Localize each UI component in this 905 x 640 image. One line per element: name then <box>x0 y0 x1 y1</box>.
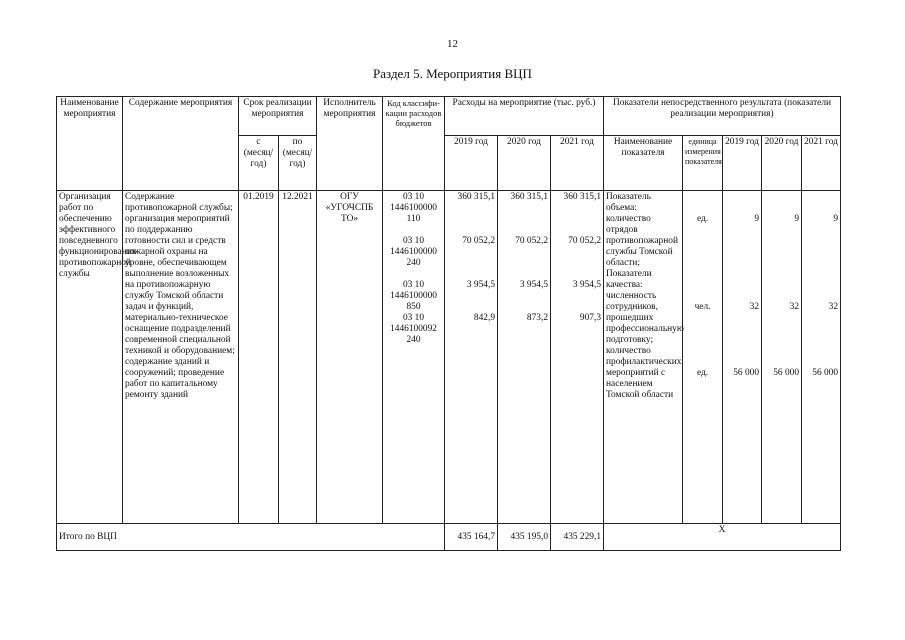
period-to: 12.2021 <box>279 191 317 524</box>
header-exp-2019: 2019 год <box>445 136 498 191</box>
budget-code: 03 10 1446100092 240 <box>390 313 437 345</box>
header-expenses: Расходы на мероприятие (тыс. руб.) <box>445 97 604 136</box>
indicator-value: 32 <box>828 302 839 312</box>
total-label: Итого по ВЦП <box>57 524 445 551</box>
table-header-row <box>57 97 841 136</box>
activities-table <box>56 96 841 551</box>
budget-code: 03 10 1446100000 110 <box>390 192 437 224</box>
header-ind-unit: единица измерения показателя <box>683 136 723 191</box>
expenses-2020 <box>498 191 551 524</box>
header-exp-2020: 2020 год <box>498 136 551 191</box>
expense-value: 360 315,1 <box>563 192 602 202</box>
indicator-unit: ед. <box>696 368 709 378</box>
header-period: Срок реализации мероприятия <box>239 97 317 136</box>
indicator-value: 9 <box>833 214 839 224</box>
indicator-value: 9 <box>794 214 800 224</box>
expense-value: 3 954,5 <box>572 280 602 290</box>
header-ind-2021: 2021 год <box>802 136 841 191</box>
activity-name: Организация работ по обеспечению эффективного повседневного функционирования противопожарной службы <box>57 191 123 524</box>
expense-value: 70 052,2 <box>462 236 495 246</box>
header-ind-2020: 2020 год <box>762 136 802 191</box>
expenses-2021 <box>551 191 604 524</box>
budget-code: 03 10 1446100000 850 <box>390 280 437 312</box>
indicator-value: 32 <box>749 302 760 312</box>
executor: ОГУ «УГОЧСПБ ТО» <box>317 191 383 524</box>
header-ind-2019: 2019 год <box>723 136 762 191</box>
expense-value: 873,2 <box>526 313 548 323</box>
expense-value: 70 052,2 <box>515 236 548 246</box>
header-exp-2021: 2021 год <box>551 136 604 191</box>
indicator-units <box>683 191 723 524</box>
header-code: Код классифи- кации расходов бюджетов <box>383 97 445 191</box>
section-title: Раздел 5. Мероприятия ВЦП <box>373 66 532 81</box>
period-from: 01.2019 <box>239 191 279 524</box>
expense-value: 70 052,2 <box>568 236 602 246</box>
indicator-value: 56 000 <box>773 368 800 378</box>
indicator-2021 <box>802 191 841 524</box>
total-2020: 435 195,0 <box>498 524 551 551</box>
header-content: Содержание мероприятия <box>123 97 239 191</box>
expense-value: 3 954,5 <box>519 280 548 290</box>
budget-code: 03 10 1446100000 240 <box>390 236 437 268</box>
header-period-from: с (месяц/ год) <box>239 136 279 191</box>
expense-value: 842,9 <box>473 313 495 323</box>
header-indicators: Показатели непосредственного результата (показатели реализации мероприятия) <box>604 97 841 136</box>
indicator-names: Показатель объема: количество отрядов противопожарной службы Томской области; Показатели качества: численность сотрудников, прошедших профессиональную подготовку; количество профилактических мероприятий с населением Томской области <box>604 191 683 524</box>
header-name: Наименование мероприятия <box>57 97 123 191</box>
budget-codes <box>383 191 445 524</box>
indicator-value: 32 <box>789 302 800 312</box>
expense-value: 907,3 <box>579 313 602 323</box>
header-period-to: по (месяц/ год) <box>279 136 317 191</box>
table-row <box>57 191 841 524</box>
activity-content: Содержание противопожарной службы; организация мероприятий по поддержанию готовности сил и средств пожарной охраны на уровне, обеспечивающем выполнение возложенных на противопожарную службу Томской области задач и функций, материально-техническое оснащение подразделений современной специальной техникой и оборудованием; содержание зданий и сооружений; проведение работ по капитальному ремонту зданий <box>123 191 239 524</box>
indicator-value: 9 <box>754 214 760 224</box>
total-2019: 435 164,7 <box>445 524 498 551</box>
expenses-2019 <box>445 191 498 524</box>
indicator-unit: ед. <box>696 214 709 224</box>
expense-value: 3 954,5 <box>466 280 495 290</box>
page-number: 12 <box>447 38 458 50</box>
total-indicators-x: X <box>604 524 841 551</box>
expense-value: 360 315,1 <box>457 192 495 202</box>
indicator-2019 <box>723 191 762 524</box>
indicator-value: 56 000 <box>812 368 839 378</box>
header-ind-name: Наименование показателя <box>604 136 683 191</box>
indicator-2020 <box>762 191 802 524</box>
indicator-value: 56 000 <box>733 368 760 378</box>
total-2021: 435 229,1 <box>551 524 604 551</box>
expense-value: 360 315,1 <box>510 192 548 202</box>
indicator-unit: чел. <box>694 302 711 312</box>
total-row <box>57 524 841 551</box>
header-executor: Исполнитель мероприятия <box>317 97 383 191</box>
